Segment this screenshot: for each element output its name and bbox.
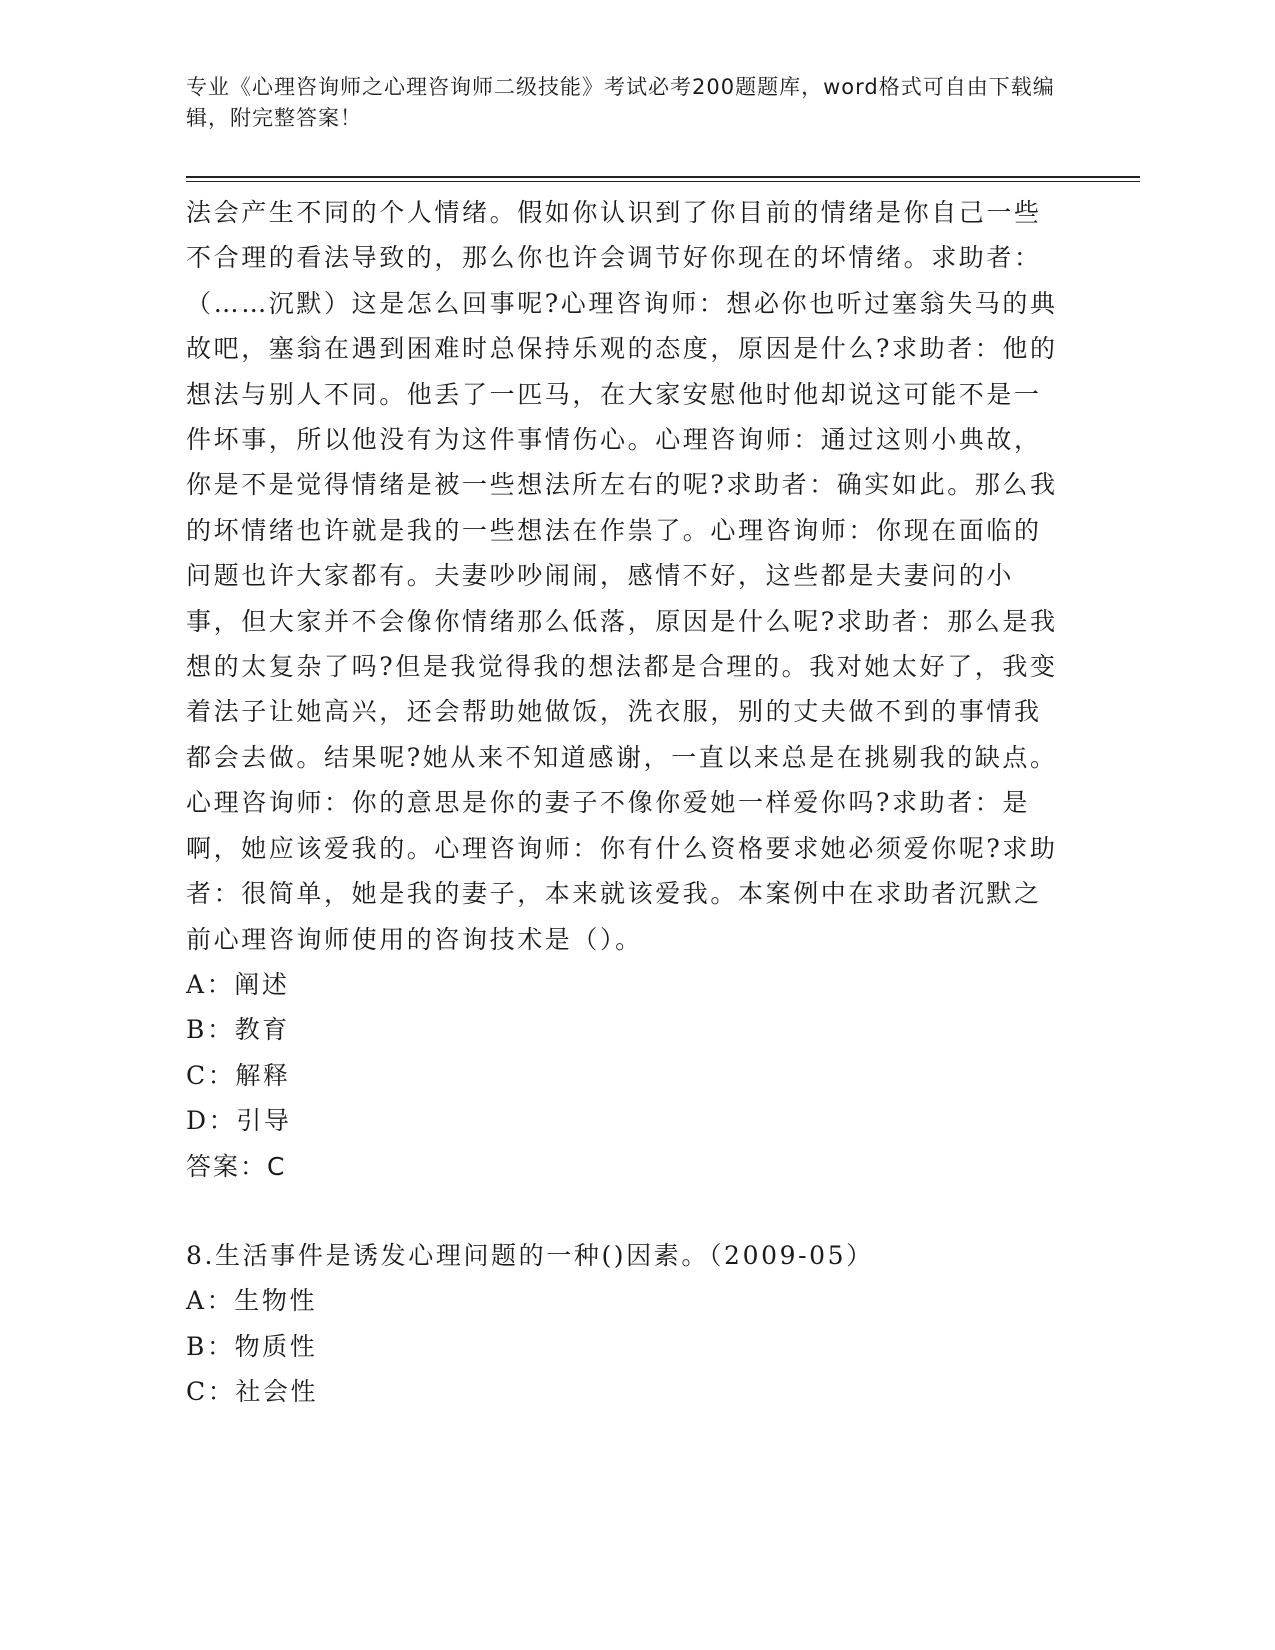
question-7-option-c: C：解释: [186, 1060, 291, 1090]
question-8-option-b: B：物质性: [186, 1331, 318, 1361]
page-header-title: 专业《心理咨询师之心理咨询师二级技能》考试必考200题题库，word格式可自由下载编辑，附完整答案！: [186, 75, 1055, 130]
question-8-stem: 8.生活事件是诱发心理问题的一种()因素。（2009-05）: [186, 1240, 874, 1270]
question-8-option-a: A：生物性: [186, 1286, 318, 1316]
question-7-block: [186, 190, 1066, 1189]
question-7-option-b: B：教育: [186, 1015, 290, 1045]
question-7-passage: 法会产生不同的个人情绪。假如你认识到了你目前的情绪是你自己一些不合理的看法导致的，那么你也许会调节好你现在的坏情绪。求助者：（……沉默）这是怎么回事呢?心理咨询师：想必你也听过塞翁失马的典故吧，塞翁在遇到困难时总保持乐观的态度，原因是什么?求助者：他的想法与别人不同。他丢了一匹马，在大家安慰他时他却说这可能不是一件坏事，所以他没有为这件事情伤心。心理咨询师：通过这则小典故，你是不是觉得情绪是被一些想法所左右的呢?求助者：确实如此。那么我的坏情绪也许就是我的一些想法在作祟了。心理咨询师：你现在面临的问题也许大家都有。夫妻吵吵闹闹，感情不好，这些都是夫妻问的小事，但大家并不会像你情绪那么低落，原因是什么呢?求助者：那么是我想的太复杂了吗?但是我觉得我的想法都是合理的。我对她太好了，我变着法子让她高兴，还会帮助她做饭，洗衣服，别的丈夫做不到的事情我都会去做。结果呢?她从来不知道感谢，一直以来总是在挑剔我的缺点。心理咨询师：你的意思是你的妻子不像你爱她一样爱你吗?求助者：是啊，她应该爱我的。心理咨询师：你有什么资格要求她必须爱你呢?求助者：很简单，她是我的妻子，本来就该爱我。本案例中在求助者沉默之前心理咨询师使用的咨询技术是（）。: [186, 198, 1058, 954]
document-body: [186, 190, 1066, 1415]
header-divider-thick: [186, 176, 1140, 178]
question-8-block: [186, 1233, 1066, 1415]
question-8-option-c: C：社会性: [186, 1377, 319, 1407]
question-7-option-a: A：阐述: [186, 969, 290, 999]
header-divider-thin: [186, 181, 1140, 182]
question-7-option-d: D：引导: [186, 1106, 292, 1136]
question-7-answer: 答案：C: [186, 1151, 287, 1181]
